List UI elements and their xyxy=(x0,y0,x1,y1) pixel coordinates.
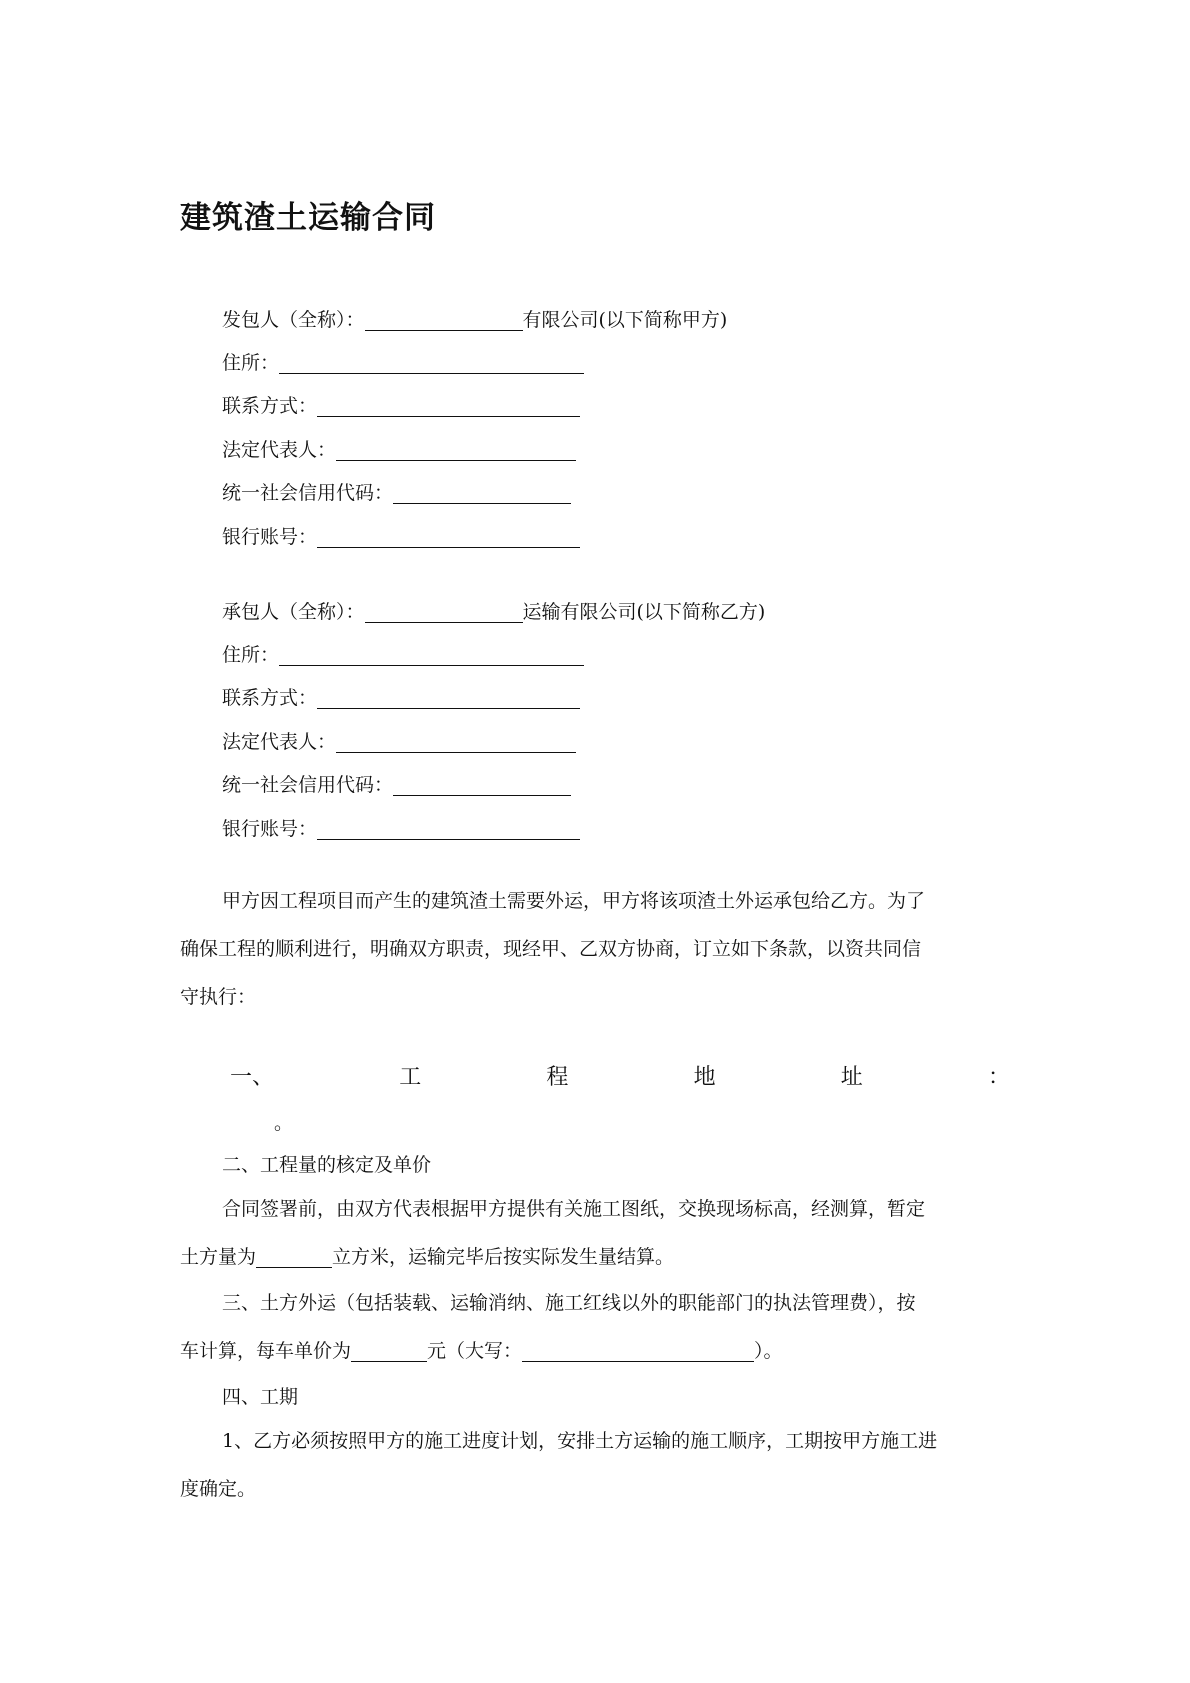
party-b-address-row xyxy=(222,641,584,669)
party-a-credit-label: 统一社会信用代码： xyxy=(222,482,394,504)
section-4-item-1-line-1: 1、乙方必须按照甲方的施工进度计划，安排土方运输的施工顺序，工期按甲方施工进 xyxy=(222,1430,938,1452)
section-1-heading xyxy=(230,1060,1010,1091)
earthwork-volume-blank[interactable] xyxy=(256,1245,332,1268)
intro-line-2: 确保工程的顺利进行，明确双方职责，现经甲、乙双方协商，订立如下条款，以资共同信 xyxy=(180,938,922,960)
party-b-bank-row xyxy=(222,815,580,843)
party-a-contact-row xyxy=(222,392,580,420)
section-3-line-2-a: 车计算，每车单价为 xyxy=(180,1340,352,1362)
section-2-line-2-a: 土方量为 xyxy=(180,1246,257,1268)
section-2-line-2-b: 立方米，运输完毕后按实际发生量结算。 xyxy=(332,1246,675,1268)
section-1-char: 程 xyxy=(546,1065,569,1090)
unit-price-blank[interactable] xyxy=(351,1339,427,1362)
party-b-name-row xyxy=(222,598,765,626)
party-a-bank-label: 银行账号： xyxy=(222,526,318,548)
party-b-rep-row xyxy=(222,728,576,756)
section-1-char: 工 xyxy=(399,1065,422,1090)
party-a-rep-row xyxy=(222,436,576,464)
party-a-name-blank[interactable] xyxy=(365,308,523,331)
party-a-address-label: 住所： xyxy=(222,352,280,374)
party-a-credit-row xyxy=(222,479,571,507)
party-b-rep-blank[interactable] xyxy=(336,730,576,753)
party-b-contact-blank[interactable] xyxy=(317,686,580,709)
party-a-name-label: 发包人（全称）： xyxy=(222,309,365,331)
party-a-name-row xyxy=(222,306,727,334)
section-4-item-1-line-2: 度确定。 xyxy=(180,1478,257,1500)
section-1-char: ： xyxy=(987,1065,1010,1090)
party-a-bank-blank[interactable] xyxy=(317,525,580,548)
section-3-line-2-b: 元（大写： xyxy=(427,1340,523,1362)
party-a-contact-blank[interactable] xyxy=(317,394,580,417)
intro-line-3: 守执行： xyxy=(180,986,257,1008)
section-2-line-2 xyxy=(180,1242,1016,1272)
party-b-bank-blank[interactable] xyxy=(317,817,580,840)
document-title: 建筑渣土运输合同 xyxy=(180,200,436,236)
party-b-credit-label: 统一社会信用代码： xyxy=(222,774,394,796)
party-b-name-suffix: 运输有限公司(以下简称乙方) xyxy=(522,601,766,623)
unit-price-words-blank[interactable] xyxy=(522,1339,754,1362)
section-1-char: 一、 xyxy=(230,1065,275,1090)
party-a-contact-label: 联系方式： xyxy=(222,395,318,417)
party-b-rep-label: 法定代表人： xyxy=(222,731,337,753)
intro-line-1: 甲方因工程项目而产生的建筑渣土需要外运，甲方将该项渣土外运承包给乙方。为了 xyxy=(222,890,926,912)
party-b-bank-label: 银行账号： xyxy=(222,818,318,840)
party-b-address-blank[interactable] xyxy=(279,643,584,666)
party-b-credit-blank[interactable] xyxy=(393,773,571,796)
section-1-tail: 。 xyxy=(274,1112,294,1134)
section-3-line-2 xyxy=(180,1336,1016,1366)
section-3-line-2-c: ）。 xyxy=(754,1340,783,1362)
party-b-credit-row xyxy=(222,771,571,799)
party-b-contact-label: 联系方式： xyxy=(222,687,318,709)
party-a-rep-blank[interactable] xyxy=(336,438,576,461)
party-a-address-row xyxy=(222,349,584,377)
party-b-address-label: 住所： xyxy=(222,644,280,666)
party-b-name-label: 承包人（全称）： xyxy=(222,601,365,623)
section-1-char: 地 xyxy=(693,1065,716,1090)
party-a-credit-blank[interactable] xyxy=(393,481,571,504)
section-2-line-1: 合同签署前，由双方代表根据甲方提供有关施工图纸，交换现场标高，经测算，暂定 xyxy=(222,1198,926,1220)
party-b-contact-row xyxy=(222,684,580,712)
party-b-name-blank[interactable] xyxy=(365,600,523,623)
section-4-heading: 四、工期 xyxy=(222,1386,299,1408)
party-a-rep-label: 法定代表人： xyxy=(222,439,337,461)
section-1-char: 址 xyxy=(840,1065,863,1090)
section-2-heading: 二、工程量的核定及单价 xyxy=(222,1154,432,1176)
party-a-address-blank[interactable] xyxy=(279,351,584,374)
party-a-name-suffix: 有限公司(以下简称甲方) xyxy=(522,309,728,331)
section-3-line-1: 三、土方外运（包括装载、运输消纳、施工红线以外的职能部门的执法管理费），按 xyxy=(222,1292,916,1314)
party-a-bank-row xyxy=(222,523,580,551)
